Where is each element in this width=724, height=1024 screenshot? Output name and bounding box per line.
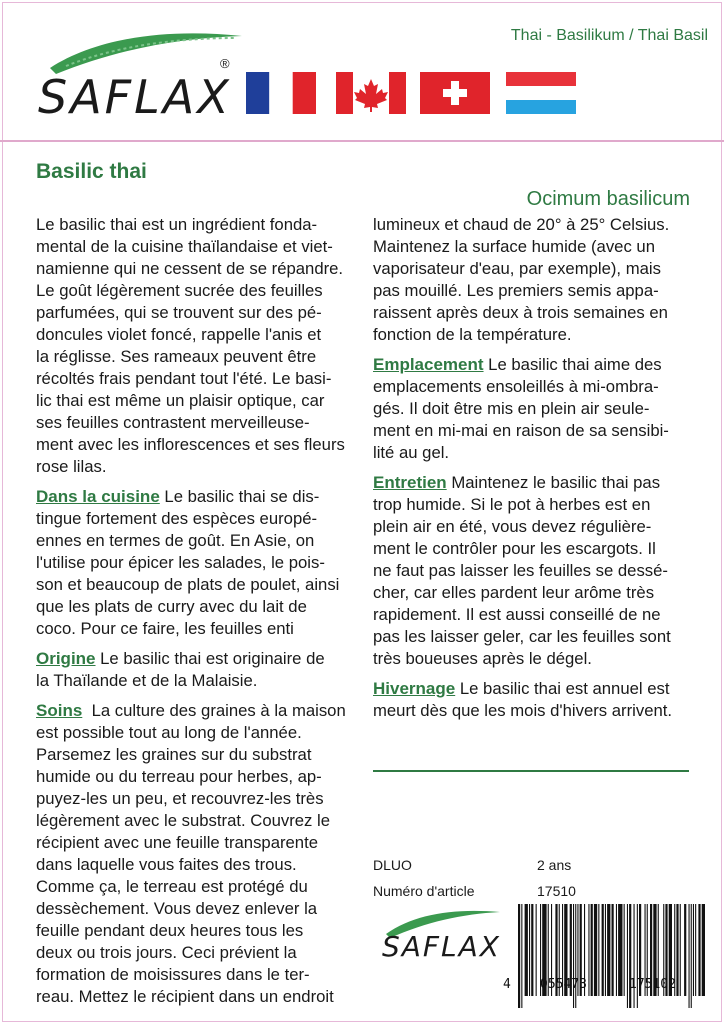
section-divider: [373, 770, 689, 772]
saflax-logo: [28, 26, 248, 126]
barcode-bar: [607, 904, 610, 996]
text-line: récoltés frais pendant tout l'été. Le basi-: [36, 369, 332, 388]
text-line: coco. Pour ce faire, les feuilles enti: [36, 619, 294, 638]
barcode-bar: [689, 904, 690, 1008]
text-line: est possible tout au long de l'année.: [36, 723, 302, 742]
barcode-bar: [695, 904, 696, 996]
text-line: la réglisse. Ses rameaux peuvent être: [36, 347, 317, 366]
soins-section: [36, 700, 356, 1008]
section-heading-hivernage: Hivernage: [373, 679, 456, 698]
emplacement-section: [373, 354, 695, 464]
section-heading-cuisine: Dans la cuisine: [36, 487, 160, 506]
text-line: fonction de la température.: [373, 325, 572, 344]
text-line: légèrement avec le substrat. Couvrez le: [36, 811, 331, 830]
barcode-bar: [637, 904, 638, 1008]
variety-name: Thai - Basilikum / Thai Basil: [510, 27, 708, 44]
text-line: Maintenez le basilic thai pas: [446, 473, 661, 492]
text-line: mental de la cuisine thaïlandaise et viet-: [36, 237, 333, 256]
text-line: rapidement. Il est aussi conseillé de ne: [373, 605, 661, 624]
barcode-bar: [634, 904, 635, 1008]
barcode-bar: [616, 904, 617, 996]
text-line: raissent après deux à trois semaines en: [373, 303, 668, 322]
text-line: son et beaucoup de plats de poulet, ainsi: [36, 575, 340, 594]
text-line: la Thaïlande et de la Malaisie.: [36, 671, 258, 690]
barcode-bar: [525, 904, 528, 996]
text-line: récipient avec une feuille transparente: [36, 833, 319, 852]
header: [0, 0, 724, 140]
barcode-bar: [702, 904, 705, 996]
text-line: Maintenez la surface humide (avec un: [373, 237, 655, 256]
text-line: emplacements ensoleillés à mi-ombra-: [373, 377, 659, 396]
barcode-bar: [531, 904, 533, 996]
text-line: namienne qui ne cessent de se répandre.: [36, 259, 344, 278]
text-line: Le goût légèrement sucrée des feuilles: [36, 281, 323, 300]
section-heading-origine: Origine: [36, 649, 96, 668]
text-line: feuille pendant deux heures tous les: [36, 921, 304, 940]
barcode-bar: [536, 904, 537, 996]
barcode-bar: [627, 904, 628, 1008]
text-line: Le basilic thai est un ingrédient fonda-: [36, 215, 318, 234]
barcode-bar: [588, 904, 589, 996]
text-line: pas les laisser geler, car les feuilles sont: [373, 627, 671, 646]
section-heading-soins: Soins: [36, 701, 83, 720]
text-line: lumineux et chaud de 20° à 25° Celsius.: [373, 215, 670, 234]
text-line: ne faut pas laisser les feuilles se dessé-: [373, 561, 668, 580]
text-line: deux ou trois jours. Ceci prévient la: [36, 943, 297, 962]
flag-switzerland-icon: [420, 72, 490, 114]
article-number-label: Numéro d'article: [373, 883, 475, 899]
barcode-bar: [591, 904, 593, 996]
article-number-value: 17510: [537, 883, 576, 899]
latin-name: Ocimum basilicum: [526, 188, 690, 210]
barcode-bar: [529, 904, 530, 996]
barcode-bar: [594, 904, 597, 996]
barcode-bar: [575, 904, 576, 1008]
text-line: l'utilise pour épicer les salades, le pois-: [36, 553, 325, 572]
origine-section: [36, 648, 356, 692]
registered-mark: ®: [220, 56, 230, 71]
soins-continued: [373, 214, 695, 346]
text-line: ment en mi-mai en raison de sa sensibi-: [373, 421, 669, 440]
barcode-bar: [691, 904, 692, 1008]
text-line: Le basilic thai aime des: [483, 355, 662, 374]
header-divider: [0, 140, 724, 142]
dluo-label: DLUO: [373, 857, 412, 873]
text-line: dessèchement. Vous devez enlever la: [36, 899, 318, 918]
text-line: trop humide. Si le pot à herbes est en: [373, 495, 651, 514]
text-line: parfumées, qui se trouvent sur des pé-: [36, 303, 322, 322]
text-line: que les plats de curry avec du lait de: [36, 597, 307, 616]
text-line: tingue fortement des espèces europé-: [36, 509, 318, 528]
text-line: Comme ça, le terreau est protégé du: [36, 877, 308, 896]
section-heading-entretien: Entretien: [373, 473, 447, 492]
text-line: meurt dès que les mois d'hivers arrivent.: [373, 701, 673, 720]
flag-france-icon: [246, 72, 316, 114]
barcode-bar: [624, 904, 625, 996]
text-line: plein air en été, vous devez régulière-: [373, 517, 652, 536]
text-line: gés. Il doit être mis en plein air seule-: [373, 399, 650, 418]
text-line: ment avec les inflorescences et ses fleurs: [36, 435, 345, 454]
barcode-bar: [693, 904, 694, 996]
barcode-bar: [518, 904, 520, 1008]
section-heading-emplacement: Emplacement: [373, 355, 484, 374]
text-line: La culture des graines à la maison: [82, 701, 346, 720]
logo-wordmark: SAFLAX: [382, 930, 501, 963]
text-line: Le basilic thai est originaire de: [95, 649, 325, 668]
text-line: humide ou du terreau pour herbes, ap-: [36, 767, 322, 786]
barcode-bar: [612, 904, 614, 996]
text-line: Parsemez les graines sur du substrat: [36, 745, 312, 764]
text-line: vaporisateur d'eau, par exemple), mais: [373, 259, 661, 278]
hivernage-section: [373, 678, 695, 722]
barcode-bar: [521, 904, 522, 1008]
barcode-digit-first: 4: [503, 977, 511, 992]
text-line: reau. Mettez le récipient dans un endroit: [36, 987, 334, 1006]
text-line: doncules violet foncé, rappelle l'anis et: [36, 325, 322, 344]
text-line: lic thai est même un plaisir optique, car: [36, 391, 325, 410]
barcode: [508, 904, 708, 1014]
text-line: Le basilic thai est annuel est: [455, 679, 670, 698]
right-column: [373, 214, 695, 722]
cuisine-section: [36, 486, 356, 640]
dluo-value: 2 ans: [537, 857, 572, 873]
barcode-bar: [680, 904, 681, 996]
barcode-bar: [602, 904, 604, 996]
text-line: lité au gel.: [373, 443, 450, 462]
text-line: formation de moisissures dans le ter-: [36, 965, 310, 984]
barcode-digits-left: 055473: [540, 977, 587, 992]
text-line: pas mouillé. Les premiers semis appa-: [373, 281, 659, 300]
text-line: rose lilas.: [36, 457, 107, 476]
text-line: puyez-les un peu, et recouvrez-les très: [36, 789, 324, 808]
text-line: ses feuilles contrastent merveilleuse-: [36, 413, 310, 432]
barcode-bar: [676, 904, 678, 996]
barcode-bar: [629, 904, 631, 1008]
saflax-logo-small: [376, 908, 504, 978]
text-line: cher, car elles pardent leur arôme très: [373, 583, 655, 602]
barcode-bar: [618, 904, 622, 996]
barcode-digits-right: 175102: [629, 977, 676, 992]
barcode-bar: [684, 904, 686, 996]
barcode-bar: [573, 904, 574, 1008]
logo-wordmark: SAFLAX: [38, 70, 232, 124]
barcode-bar: [698, 904, 700, 996]
barcode-bar: [605, 904, 606, 996]
text-line: très boueuses après le dégel.: [373, 649, 592, 668]
page-title: Basilic thai: [36, 160, 147, 183]
left-column: [36, 214, 356, 1008]
text-line: ment le contrôler pour les escargots. Il: [373, 539, 656, 558]
intro-paragraph: [36, 214, 356, 478]
entretien-section: [373, 472, 695, 670]
text-line: Le basilic thai se dis-: [159, 487, 320, 506]
text-line: dans laquelle vous faites des trous.: [36, 855, 297, 874]
text-line: ennes en termes de goût. En Asie, on: [36, 531, 315, 550]
flag-luxembourg-icon: [506, 72, 576, 114]
barcode-bar: [598, 904, 599, 996]
flag-canada-icon: [336, 72, 406, 114]
